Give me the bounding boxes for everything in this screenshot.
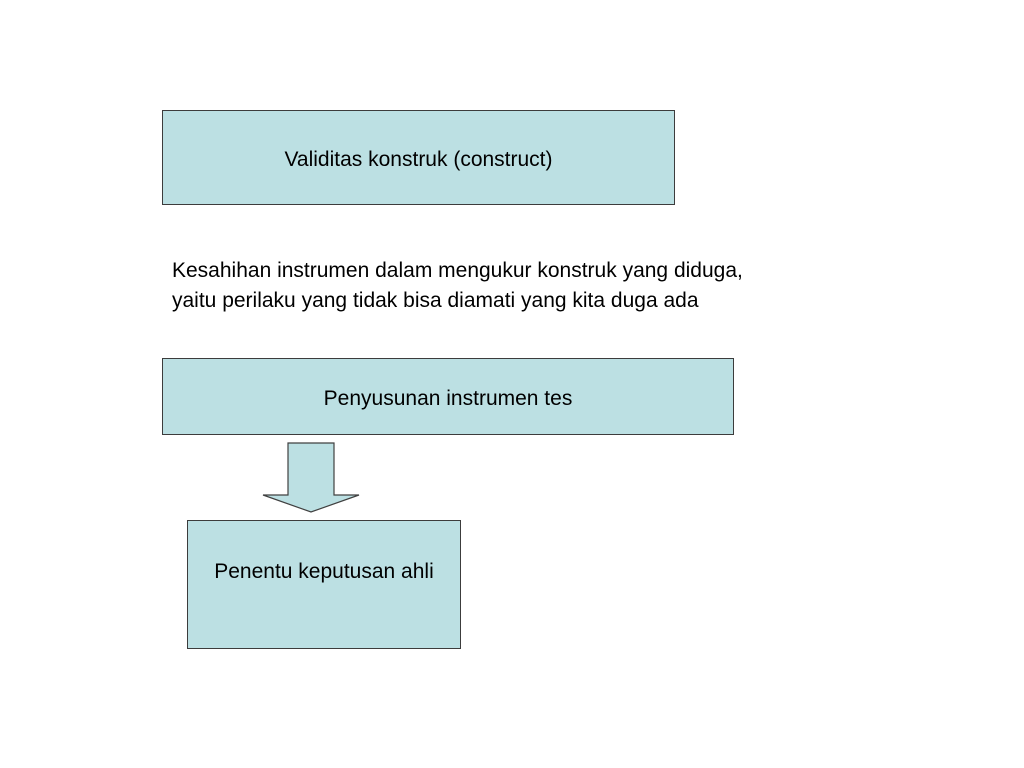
test-instrument-compilation-label: Penyusunan instrumen tes <box>323 387 573 410</box>
down-arrow-shape <box>263 443 359 512</box>
construct-validity-label: Validitas konstruk (construct) <box>284 148 553 171</box>
construct-validity-box <box>162 110 675 205</box>
construct-description <box>172 256 932 316</box>
expert-judgment-label: Penentu keputusan ahli <box>214 560 434 583</box>
description-line-1: Kesahihan instrumen dalam mengukur konstruk yang diduga, <box>172 259 743 282</box>
description-line-2: yaitu perilaku yang tidak bisa diamati yang kita duga ada <box>172 289 699 312</box>
expert-judgment-box <box>187 520 461 649</box>
down-arrow-icon <box>262 442 362 514</box>
test-instrument-compilation-box <box>162 358 734 435</box>
